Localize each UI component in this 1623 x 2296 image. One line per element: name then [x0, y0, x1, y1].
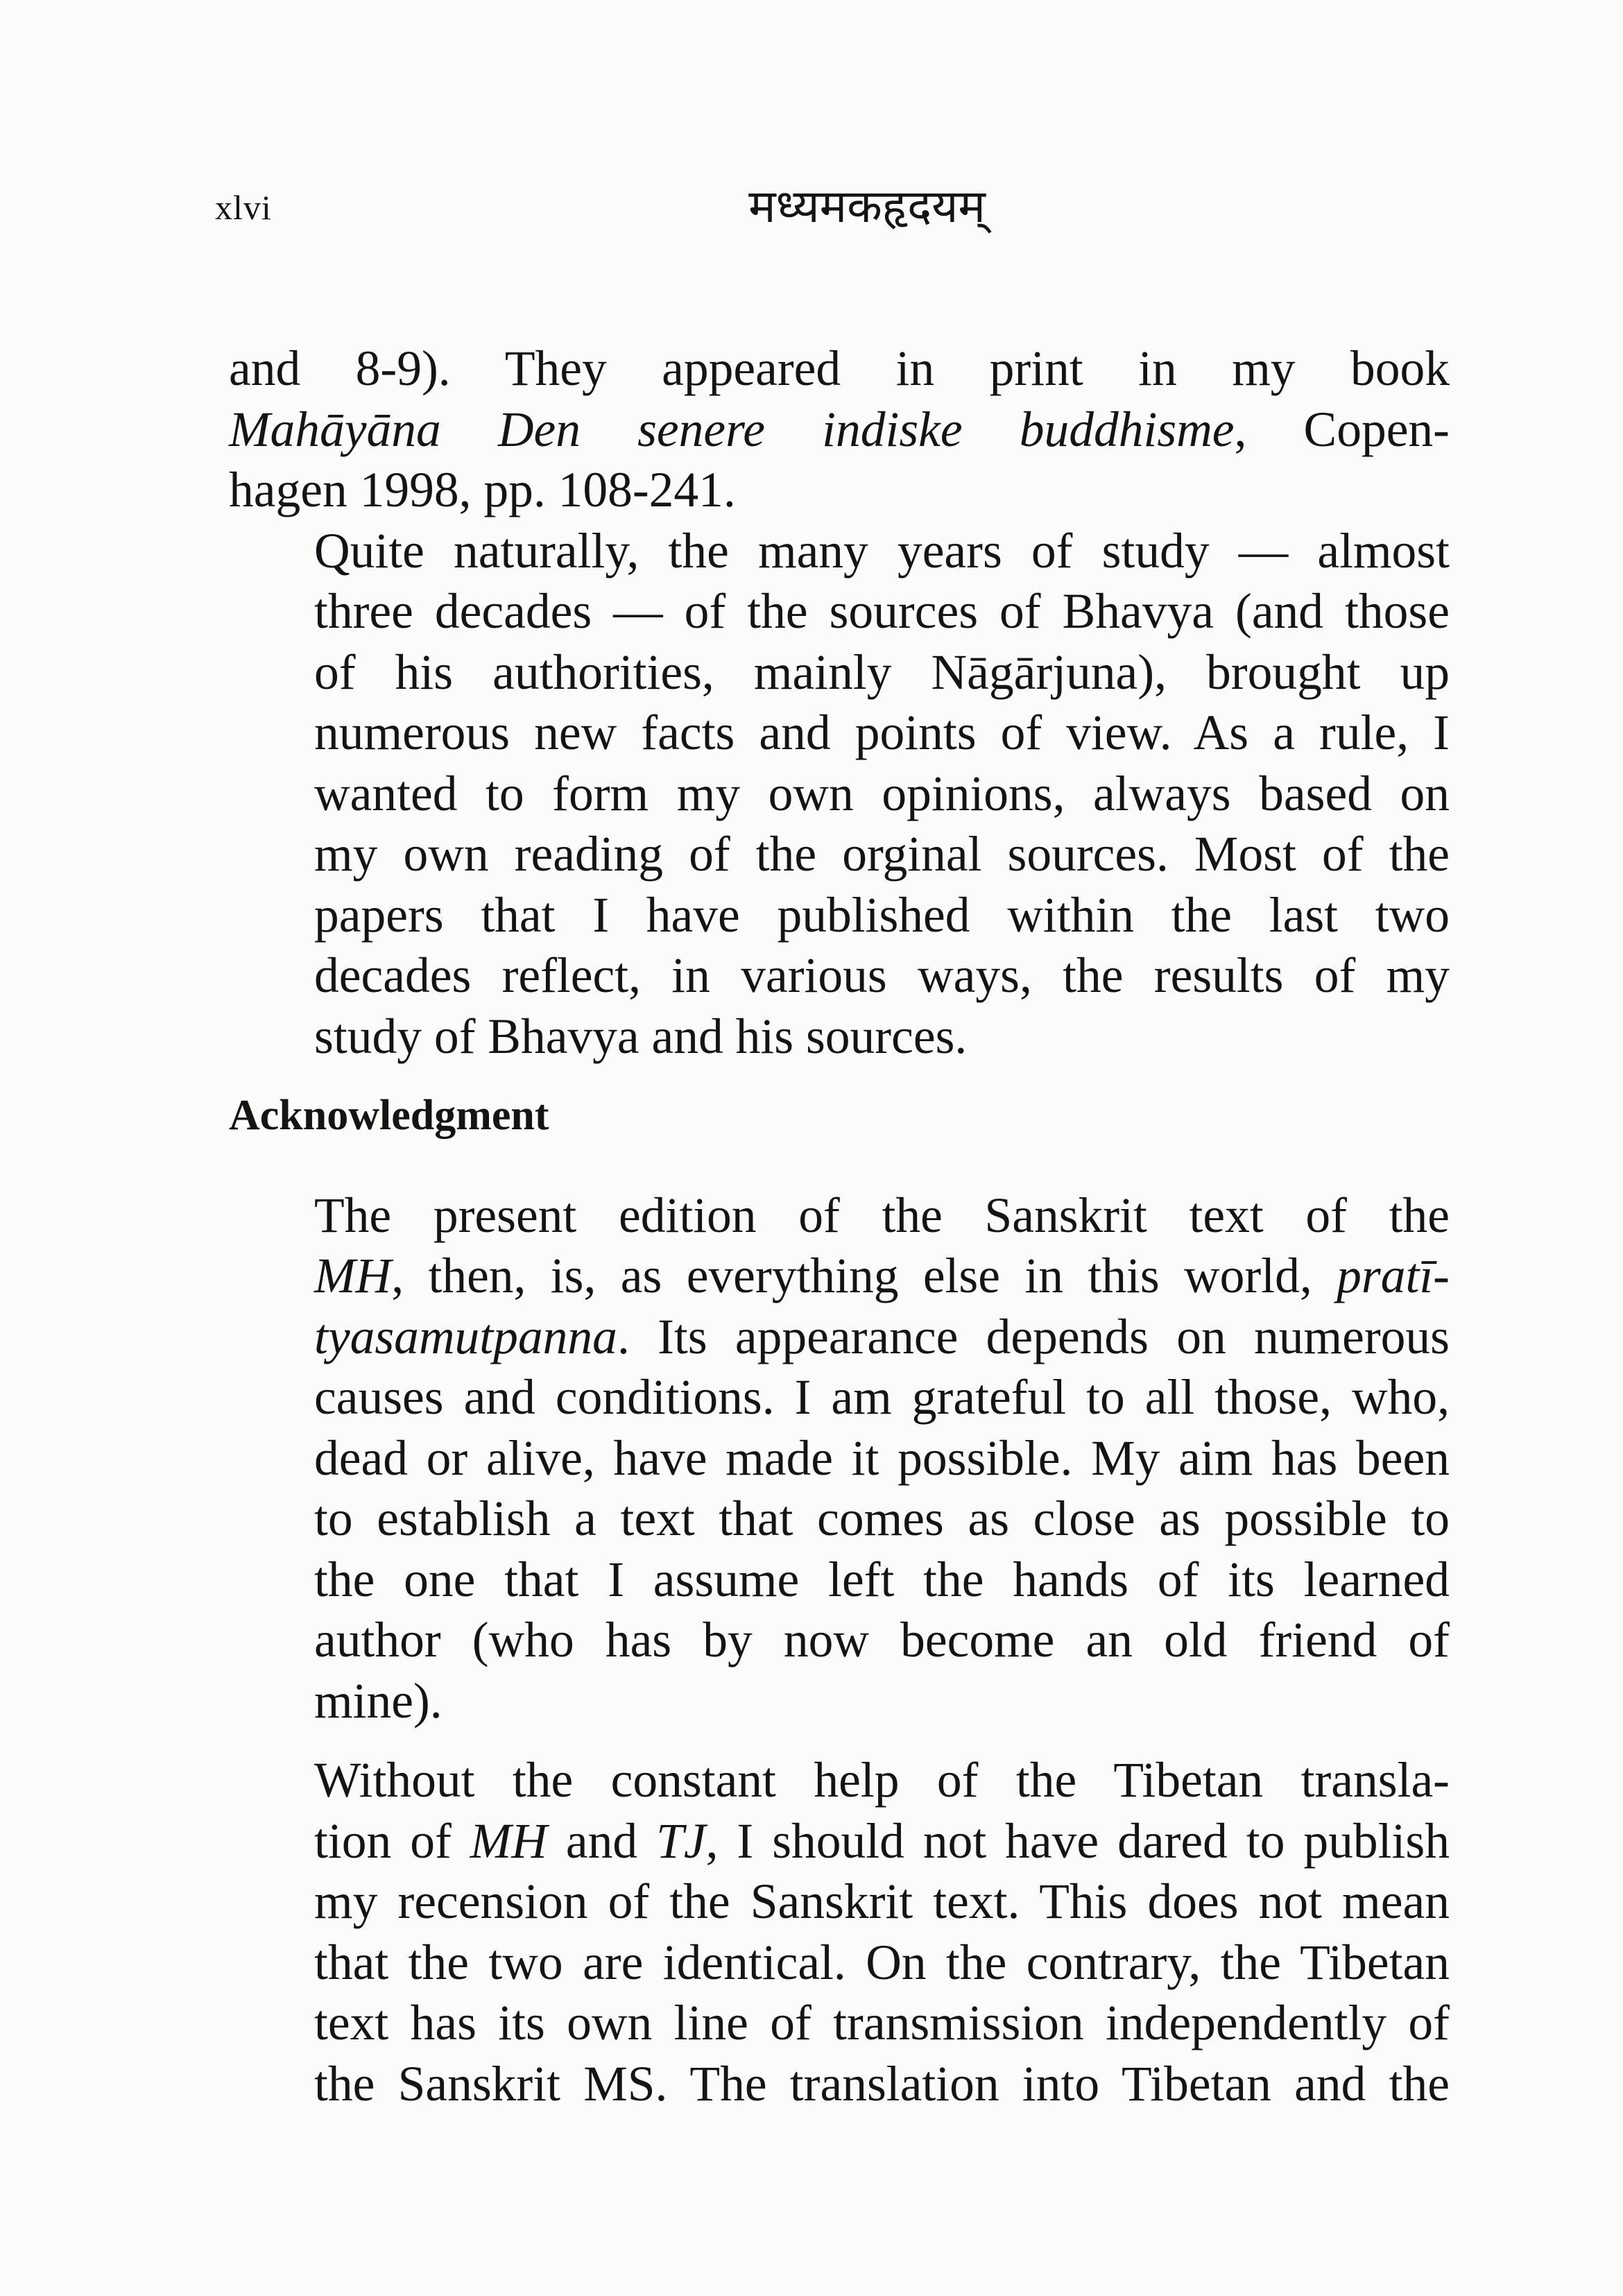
text-line: causes and conditions. I am grateful to all those, who, — [314, 1370, 1450, 1425]
text-line: to establish a text that comes as close as possible to — [314, 1491, 1450, 1546]
text-line: papers that I have published within the last two — [314, 887, 1450, 943]
text-line: tion of MH and TJ, I should not have dared to publish — [314, 1813, 1450, 1869]
text-line: The present edition of the Sanskrit text of the — [314, 1188, 1450, 1243]
text-line: that the two are identical. On the contrary, the Tibetan — [314, 1935, 1450, 1990]
page-number: xlvi — [215, 188, 272, 227]
paragraph-1 — [229, 339, 1450, 521]
text-line: of his authorities, mainly Nāgārjuna), brought up — [314, 644, 1450, 700]
text-line: wanted to form my own opinions, always based on — [314, 766, 1450, 821]
text-line: the one that I assume left the hands of its learned — [314, 1552, 1450, 1607]
text-line: tyasamutpanna. Its appearance depends on numerous — [314, 1309, 1450, 1364]
text-line: Quite naturally, the many years of study — almost — [314, 523, 1450, 579]
text-line: Mahāyāna Den senere indiske buddhisme, Copen- — [229, 402, 1450, 457]
running-head: मध्यमकहृदयम् — [748, 180, 986, 233]
text-line: author (who has by now become an old friend of — [314, 1613, 1450, 1668]
paragraph-2 — [229, 521, 1450, 1068]
text-line: three decades — of the sources of Bhavya (and those — [314, 584, 1450, 639]
text-line: text has its own line of transmission independently of — [314, 1996, 1450, 2050]
text-line: numerous new facts and points of view. As a rule, I — [314, 705, 1450, 760]
body-text — [229, 339, 1450, 2114]
paragraph-3 — [229, 1185, 1450, 1732]
paragraph-4 — [229, 1750, 1450, 2114]
text-line: hagen 1998, pp. 108-241. — [229, 463, 736, 517]
page-header — [215, 173, 1450, 243]
text-line: and 8-9). They appeared in print in my book — [229, 341, 1450, 396]
text-line: dead or alive, have made it possible. My aim has been — [314, 1430, 1450, 1486]
text-line: decades reflect, in various ways, the results of my — [314, 948, 1450, 1003]
text-line: mine). — [314, 1673, 443, 1729]
book-title: Mahāyāna Den senere indiske buddhisme — [229, 402, 1235, 457]
text-line: MH, then, is, as everything else in this world, pratī- — [314, 1249, 1450, 1303]
text-line: my recension of the Sanskrit text. This does not mean — [314, 1874, 1450, 1929]
text-line: my own reading of the orginal sources. Most of the — [314, 827, 1450, 882]
text-line: Without the constant help of the Tibetan transla- — [314, 1753, 1450, 1808]
text-line: the Sanskrit MS. The translation into Tibetan and the — [314, 2056, 1450, 2111]
section-heading: Acknowledgment — [229, 1092, 549, 1139]
text-line: study of Bhavya and his sources. — [314, 1009, 968, 1064]
